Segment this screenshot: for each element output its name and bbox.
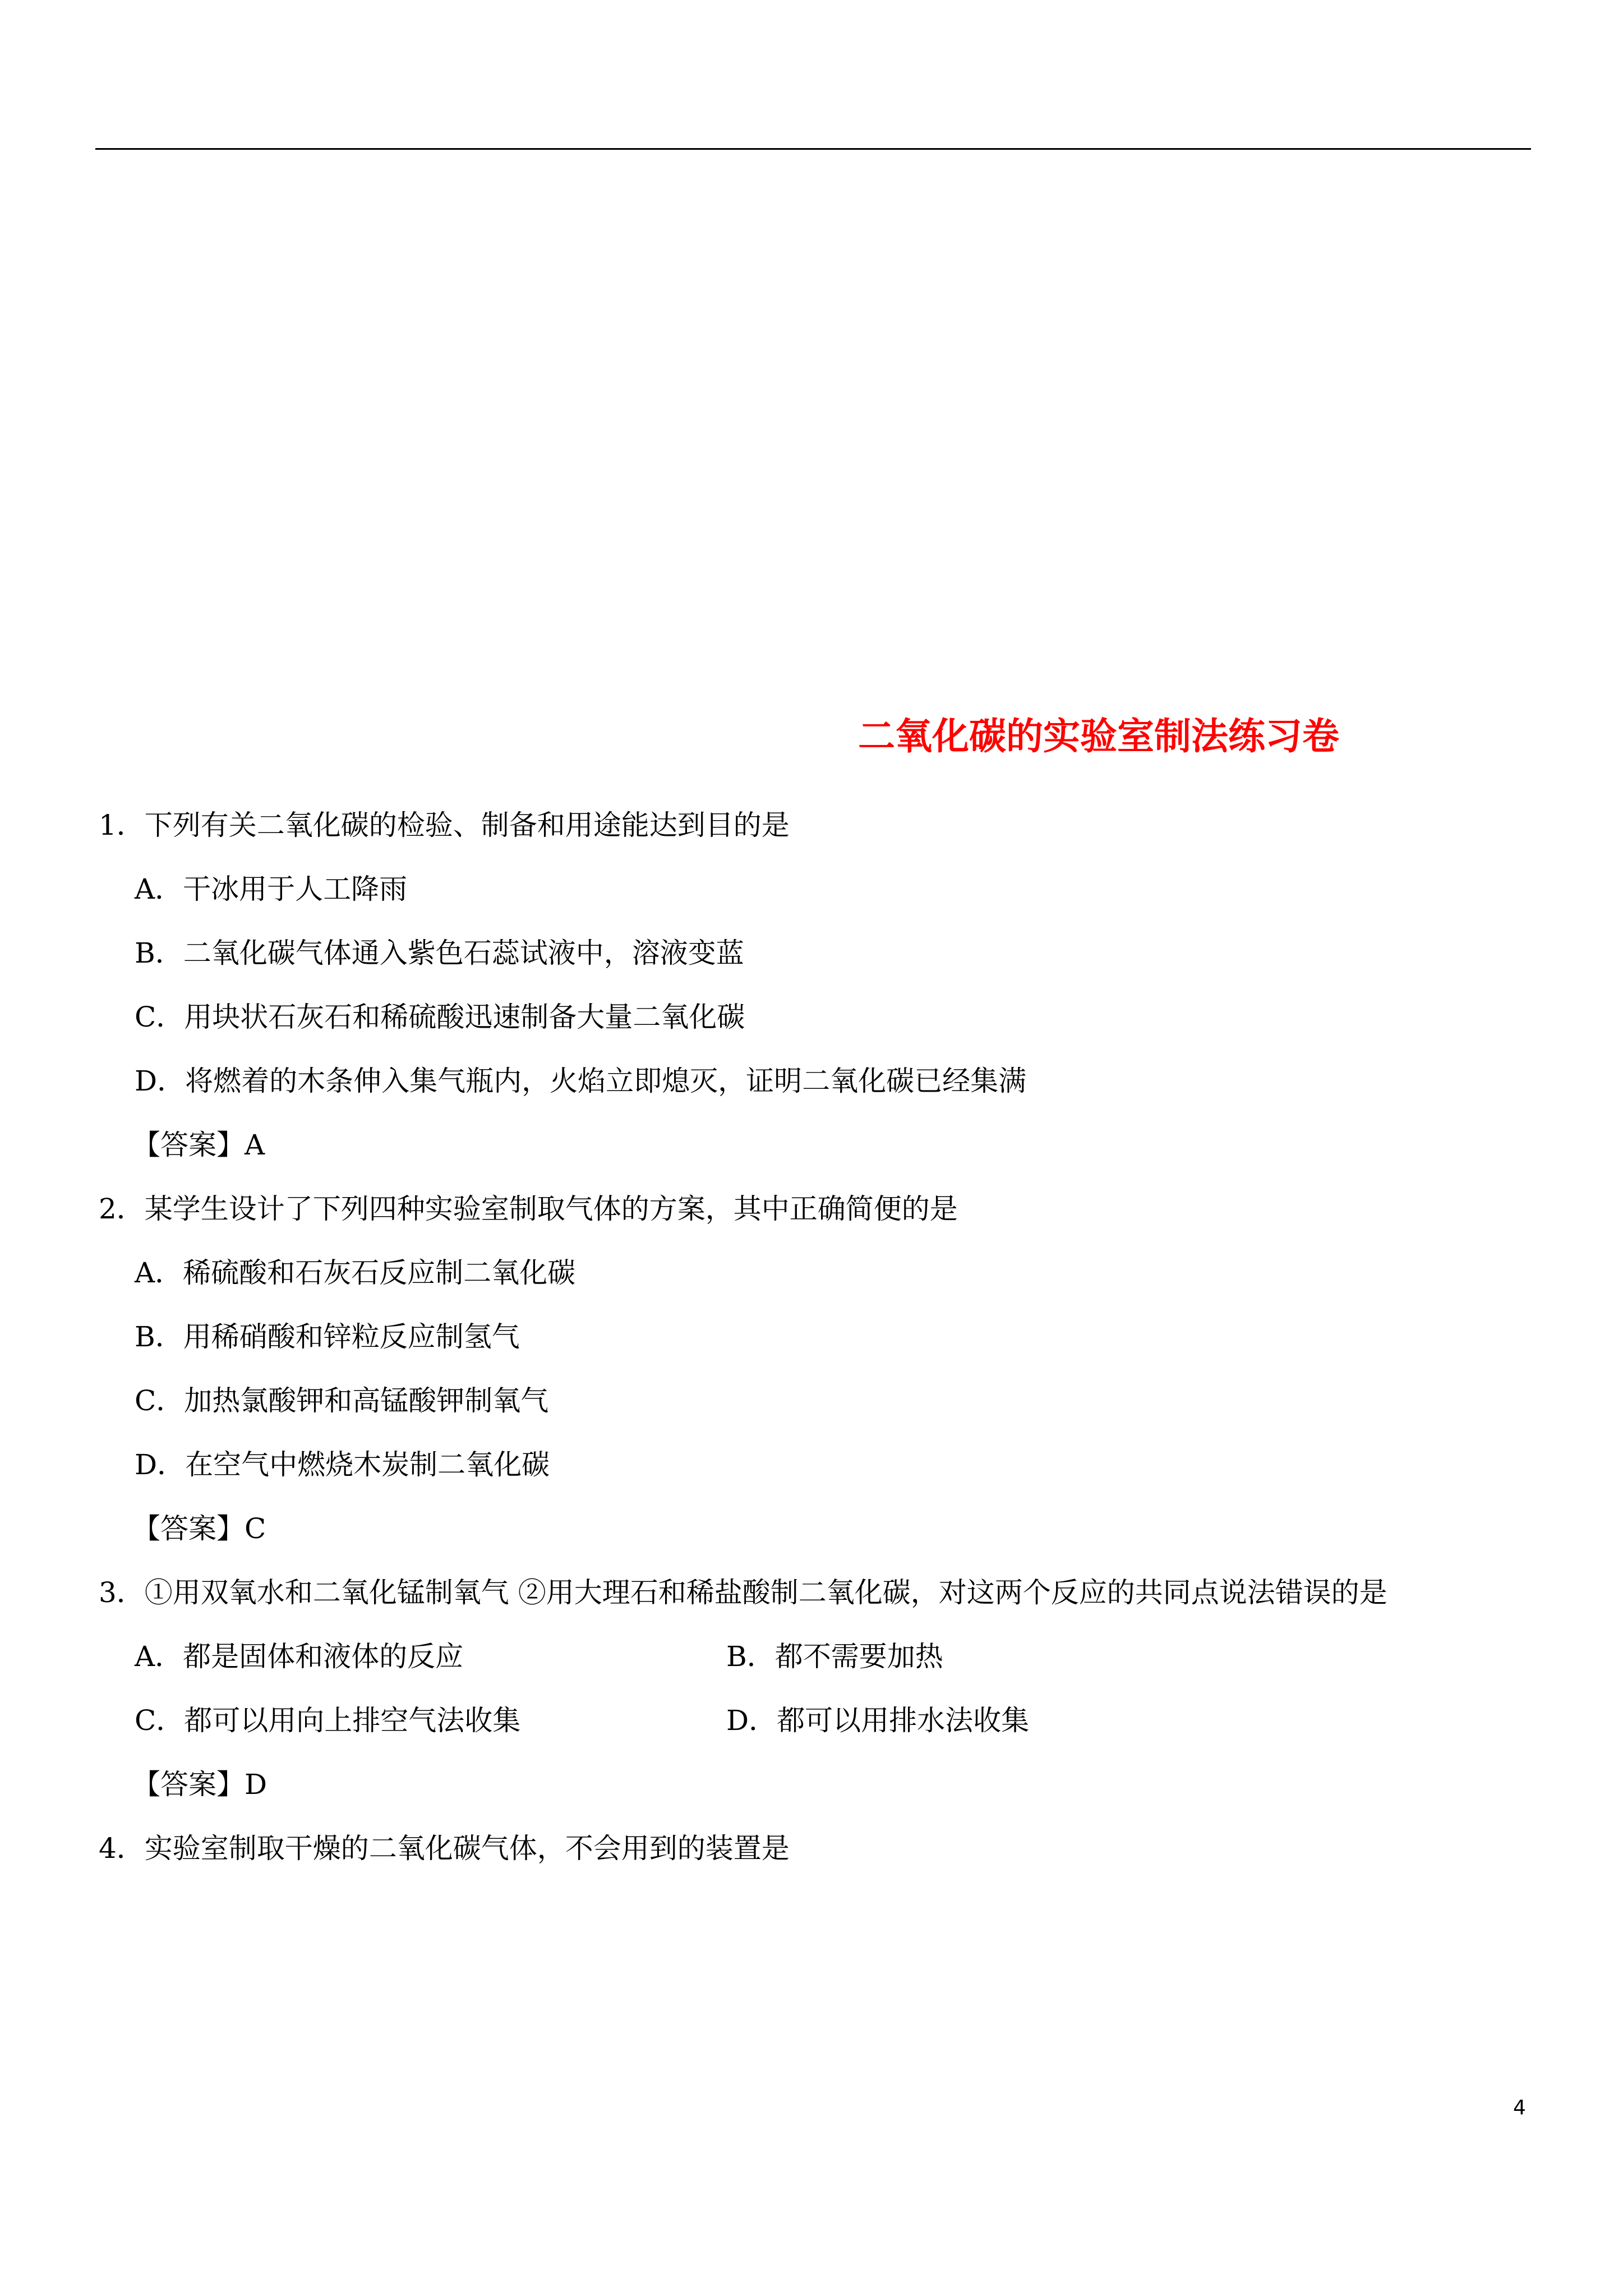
- question-1-stem: 1．下列有关二氧化碳的检验、制备和用途能达到目的是: [99, 809, 790, 841]
- question-2-answer: 【答案】C: [132, 1512, 266, 1545]
- question-2-option-c: C．加热氯酸钾和高锰酸钾制氧气: [135, 1384, 549, 1417]
- question-1-option-c: C．用块状石灰石和稀硫酸迅速制备大量二氧化碳: [135, 1001, 745, 1033]
- question-3-option-b: B．都不需要加热: [726, 1640, 943, 1673]
- header-rule: [95, 148, 1531, 150]
- question-3-option-c: C．都可以用向上排空气法收集: [135, 1704, 521, 1737]
- question-3-option-a: A．都是固体和液体的反应: [135, 1640, 464, 1673]
- question-2-option-d: D．在空气中燃烧木炭制二氧化碳: [135, 1448, 550, 1481]
- question-2-option-a: A．稀硫酸和石灰石反应制二氧化碳: [135, 1257, 576, 1289]
- question-3-option-d: D．都可以用排水法收集: [726, 1704, 1030, 1737]
- question-2-stem: 2．某学生设计了下列四种实验室制取气体的方案，其中正确简便的是: [99, 1193, 958, 1225]
- question-1-option-b: B．二氧化碳气体通入紫色石蕊试液中，溶液变蓝: [135, 937, 744, 969]
- page-number: 4: [1513, 2096, 1526, 2119]
- question-3-answer: 【答案】D: [132, 1768, 268, 1801]
- question-1-option-d: D．将燃着的木条伸入集气瓶内，火焰立即熄灭，证明二氧化碳已经集满: [135, 1065, 1027, 1097]
- question-1-answer: 【答案】A: [132, 1129, 265, 1161]
- question-4-stem: 4．实验室制取干燥的二氧化碳气体，不会用到的装置是: [99, 1832, 790, 1865]
- question-3-stem: 3．①用双氧水和二氧化锰制氧气 ②用大理石和稀盐酸制二氧化碳，对这两个反应的共同点说法错误的是: [99, 1576, 1387, 1609]
- question-1-option-a: A．干冰用于人工降雨: [135, 873, 408, 905]
- question-2-option-b: B．用稀硝酸和锌粒反应制氢气: [135, 1320, 520, 1353]
- page-title: 二氧化碳的实验室制法练习卷: [858, 715, 1339, 758]
